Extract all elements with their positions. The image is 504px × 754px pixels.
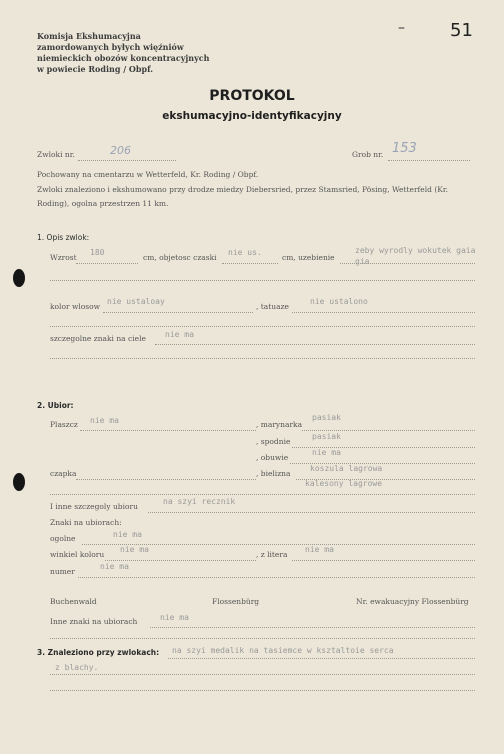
- kolor-label: kolor wlosow: [50, 302, 101, 311]
- tatuaze-label: , tatuaze: [256, 302, 289, 311]
- znaleziono-extra-line-1: [50, 674, 475, 675]
- nr-ewakuacyjny-label: Nr. ewakuacyjny Flossenbürg: [356, 597, 469, 606]
- inne-line: [148, 512, 475, 513]
- winkiel-line: [105, 560, 256, 561]
- numer-line: [78, 577, 475, 578]
- zwloki-line: [78, 160, 176, 161]
- czapka-label: czapka: [50, 469, 77, 478]
- flossenburg-label: Flossenbürg: [212, 597, 260, 606]
- inne-znaki-line: [150, 627, 475, 628]
- znaleziono-extra-line-2: [50, 690, 475, 691]
- spodnie-label: , spodnie: [256, 437, 291, 446]
- grob-value: 153: [392, 141, 417, 156]
- section-3-heading: 3. Znaleziono przy zwlokach:: [37, 648, 160, 657]
- bielizna-label: , bielizna: [256, 469, 291, 478]
- znaki-value: nie ma: [165, 330, 194, 339]
- uzebienie-label: cm, uzebienie: [282, 253, 335, 262]
- grob-label: Grob nr.: [352, 150, 384, 159]
- inne-value: na szyi recznik: [163, 497, 236, 506]
- spodnie-value: pasiak: [312, 432, 341, 441]
- wzrost-line: [76, 263, 138, 264]
- org-line-4: w powiecie Roding / Obpf.: [37, 64, 154, 74]
- tatuaze-line: [292, 312, 475, 313]
- section-2-heading: 2. Ubior:: [37, 401, 74, 410]
- document-title: PROTOKOL: [209, 88, 295, 104]
- zwloki-value: 206: [110, 144, 131, 157]
- org-line-2: zamordowanych byłych więźniów: [37, 42, 184, 52]
- z-litera-line: [292, 560, 475, 561]
- cm-label: cm, objetosc czaski: [143, 253, 217, 262]
- znaleziono-line: [168, 658, 475, 659]
- marynarka-label: , marynarka: [256, 420, 303, 429]
- znaleziono-value-2: z blachy.: [55, 663, 99, 672]
- punch-hole-top: [13, 269, 25, 287]
- tatuaze-value: nie ustalono: [310, 297, 368, 306]
- kolor-value: nie ustaloay: [107, 297, 165, 306]
- plaszcz-label: Plaszcz: [50, 420, 78, 429]
- grob-line: [388, 160, 470, 161]
- inne-znaki-label: Inne znaki na ubiorach: [50, 617, 138, 626]
- document-subtitle: ekshumacyjno-identyfikacyjny: [162, 110, 342, 122]
- obuwie-value: nie ma: [312, 448, 341, 457]
- plaszcz-value: nie ma: [90, 416, 119, 425]
- bielizna-extra-line: [50, 494, 475, 495]
- z-litera-label: , z litera: [256, 550, 288, 559]
- obuwie-label: , obuwie: [256, 453, 289, 462]
- ogolne-value: nie ma: [113, 530, 142, 539]
- opis-extra-line: [50, 280, 475, 281]
- uzebienie-value-2: gia: [355, 257, 370, 266]
- inne-label: I inne szczegoly ubioru: [50, 502, 138, 511]
- marynarka-line: [302, 430, 475, 431]
- uzebienie-value-1: zeby wyrodly wokutek gaia: [355, 246, 476, 255]
- kolor-extra-line: [50, 326, 475, 327]
- z-litera-value: nie ma: [305, 545, 334, 554]
- section-1-heading: 1. Opis zwlok:: [37, 233, 90, 242]
- winkiel-value: nie ma: [120, 545, 149, 554]
- page-number: 51: [450, 20, 473, 41]
- org-line-1: Komisja Ekshumacyjna: [37, 31, 141, 41]
- zwloki-label: Zwloki nr.: [37, 150, 75, 159]
- punch-hole-bottom: [13, 473, 25, 491]
- inne-znaki-extra-line: [50, 638, 475, 639]
- czaszka-value: nie us.: [228, 248, 262, 257]
- znaki-extra-line: [50, 358, 475, 359]
- znaleziono-value-1: na szyi medalik na tasiemce w ksztaltoie serca: [172, 646, 394, 655]
- bielizna-value-2: kalesony lagrowe: [305, 479, 383, 488]
- ogolne-label: ogolne: [50, 534, 76, 543]
- czaszka-line: [222, 263, 278, 264]
- wzrost-value: 180: [90, 248, 105, 257]
- pochowany-text: Pochowany na cmentarzu w Wetterfeld, Kr. Roding / Obpf.: [37, 170, 259, 179]
- marynarka-value: pasiak: [312, 413, 341, 422]
- inne-znaki-value: nie ma: [160, 613, 189, 622]
- wzrost-label: Wzrost: [50, 253, 77, 262]
- znaki-label: szczegolne znaki na ciele: [50, 334, 146, 343]
- org-line-3: niemieckich obozów koncentracyjnych: [37, 53, 210, 63]
- kolor-line: [103, 312, 253, 313]
- znaleziono-intro-text: Zwloki znaleziono i ekshumowano przy drodze miedzy Diebersried, przez Stamsried, Pösing, Wetterfeld (Kr. Roding), ogolna przestrzen 11 km.: [37, 185, 449, 208]
- plaszcz-line: [80, 430, 256, 431]
- buchenwald-label: Buchenwald: [50, 597, 97, 606]
- bielizna-value-1: koszula lagrowa: [310, 464, 383, 473]
- winkiel-label: winkiel koloru: [50, 550, 105, 559]
- numer-value: nie ma: [100, 562, 129, 571]
- znaki-na-ubiorach-label: Znaki na ubiorach:: [50, 518, 122, 527]
- czapka-line: [76, 479, 256, 480]
- znaki-line: [155, 344, 475, 345]
- numer-label: numer: [50, 567, 75, 576]
- page-dash: –: [398, 20, 405, 36]
